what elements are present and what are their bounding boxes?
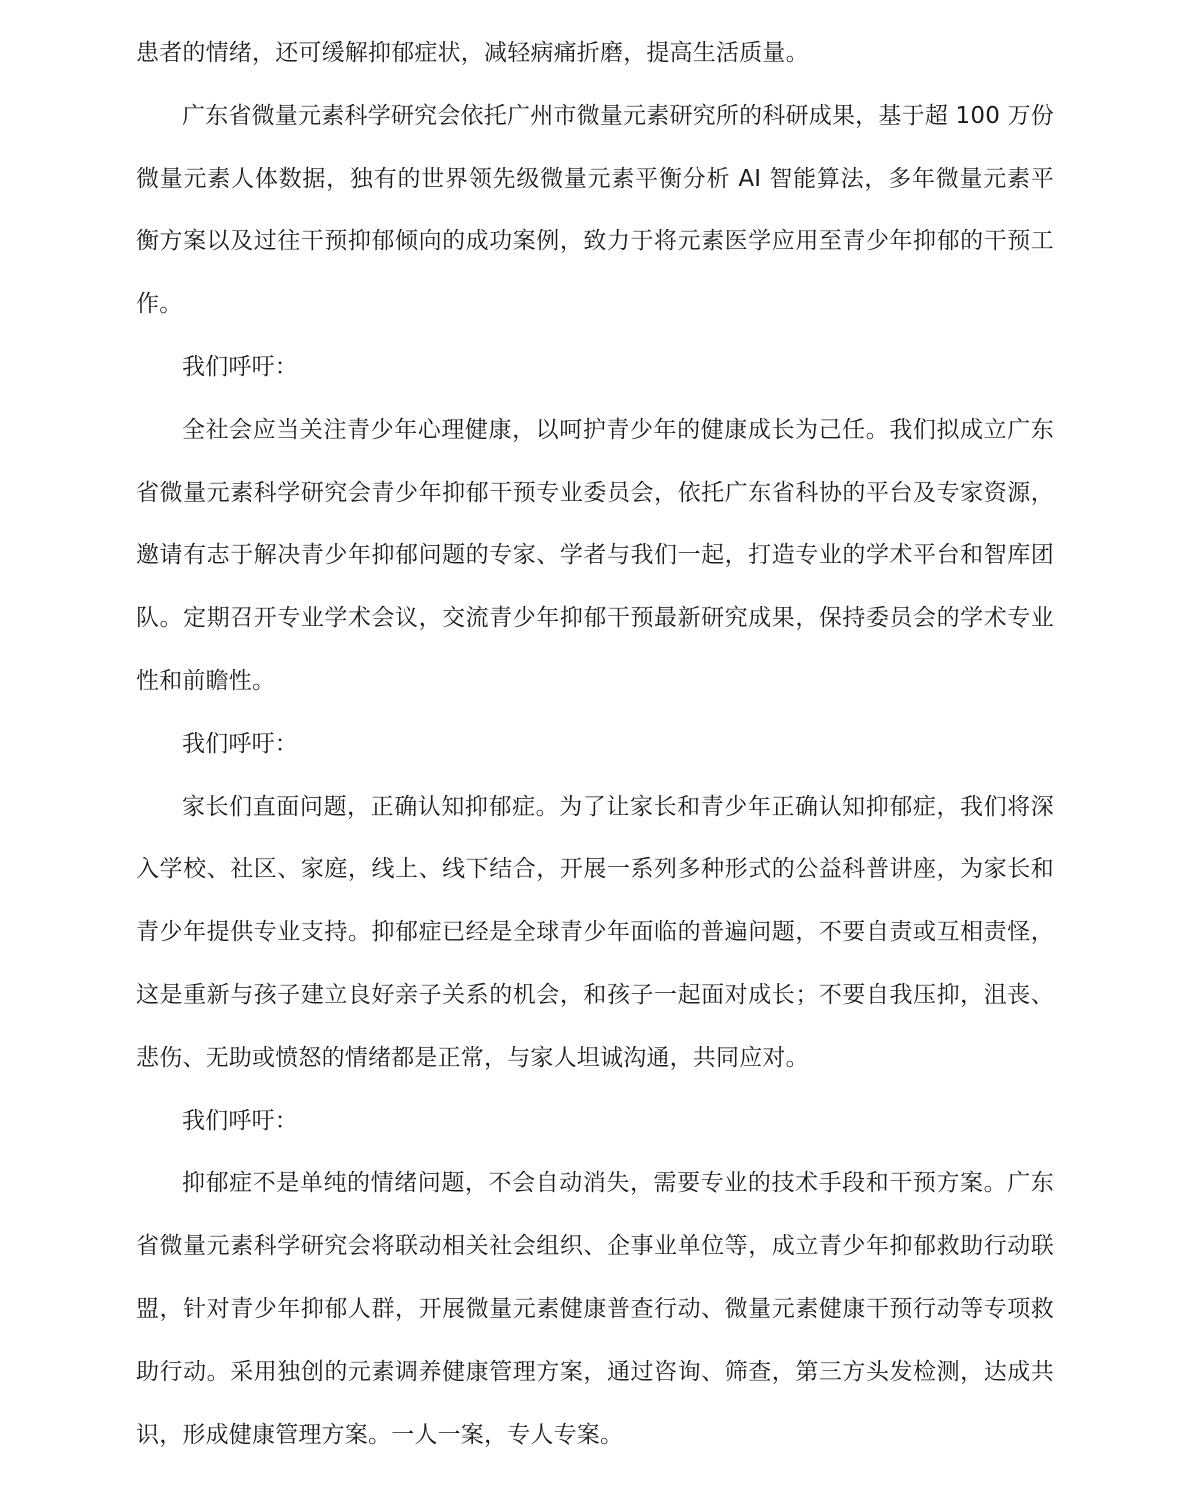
- paragraph-appeal-heading: 我们呼吁：: [182, 730, 298, 757]
- paragraph-appeal-heading: 我们呼吁：: [182, 1107, 298, 1134]
- paragraph-parents-appeal: 家长们直面问题，正确认知抑郁症。为了让家长和青少年正确认知抑郁症，我们将深入学校、社区、家庭，线上、线下结合，开展一系列多种形式的公益科普讲座，为家长和青少年提供专业支持。抑郁症已经是全球青少年面临的普遍问题，不要自责或互相责怪，这是重新与孩子建立良好亲子关系的机会，和孩子一起面对成长；不要自我压抑，沮丧、悲伤、无助或愤怒的情绪都是正常，与家人坦诚沟通，共同应对。: [136, 793, 1054, 1071]
- paragraph-appeal-heading: 我们呼吁：: [182, 353, 298, 380]
- paragraph-research-institute: 广东省微量元素科学研究会依托广州市微量元素研究所的科研成果，基于超 100 万份微量元素人体数据，独有的世界领先级微量元素平衡分析 AI 智能算法，多年微量元素平衡方案以及过往干预抑郁倾向的成功案例，致力于将元素医学应用至青少年抑郁的干预工作。: [136, 102, 1054, 318]
- paragraph-continuation: 患者的情绪，还可缓解抑郁症状，减轻病痛折磨，提高生活质量。: [136, 40, 809, 66]
- document-page: [136, 22, 1054, 1466]
- paragraph-intervention-appeal: 抑郁症不是单纯的情绪问题，不会自动消失，需要专业的技术手段和干预方案。广东省微量元素科学研究会将联动相关社会组织、企事业单位等，成立青少年抑郁救助行动联盟，针对青少年抑郁人群，开展微量元素健康普查行动、微量元素健康干预行动等专项救助行动。采用独创的元素调养健康管理方案，通过咨询、筛查，第三方头发检测，达成共识，形成健康管理方案。一人一案，专人专案。: [136, 1170, 1054, 1448]
- paragraph-society-appeal: 全社会应当关注青少年心理健康，以呵护青少年的健康成长为己任。我们拟成立广东省微量元素科学研究会青少年抑郁干预专业委员会，依托广东省科协的平台及专家资源，邀请有志于解决青少年抑郁问题的专家、学者与我们一起，打造专业的学术平台和智库团队。定期召开专业学术会议，交流青少年抑郁干预最新研究成果，保持委员会的学术专业性和前瞻性。: [136, 416, 1054, 694]
